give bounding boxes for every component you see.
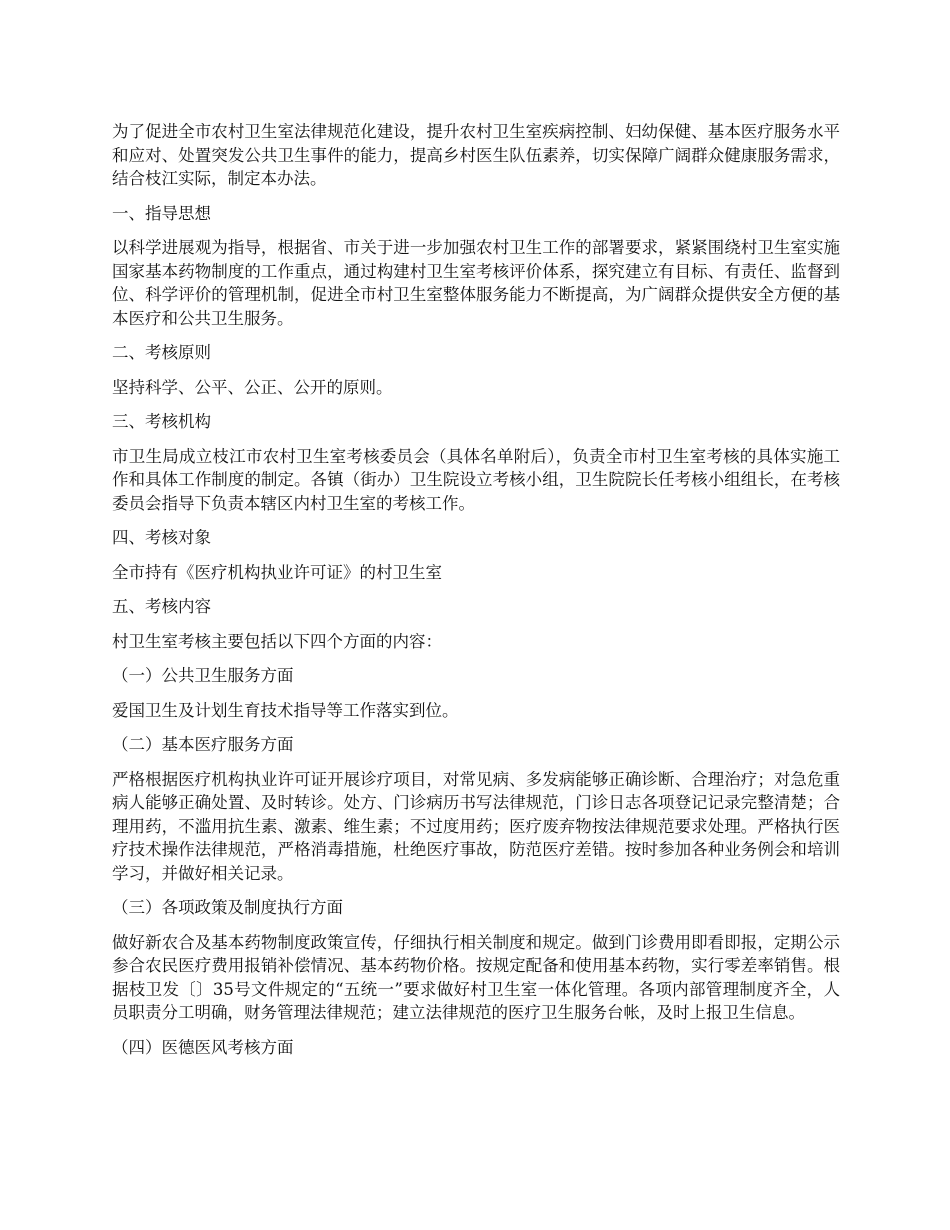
assessment-target-paragraph: 全市持有《医疗机构执业许可证》的村卫生室: [112, 562, 442, 582]
public-health-paragraph: 爱国卫生及计划生育技术指导等工作落实到位。: [112, 700, 459, 720]
assessment-principles-paragraph: 坚持科学、公平、公正、公开的原则。: [112, 377, 393, 397]
section-heading-assessment-content: 五、考核内容: [112, 597, 211, 616]
subsection-heading-basic-medical: （二）基本医疗服务方面: [112, 735, 294, 754]
assessment-body-paragraph: 市卫生局成立枝江市农村卫生室考核委员会（具体名单附后），负责全市村卫生室考核的具体实施工作和具体工作制度的制定。各镇（街办）卫生院设立考核小组，卫生院院长任考核小组组长，在考核委员会指导下负责本辖区内村卫生室的考核工作。: [112, 446, 840, 513]
section-heading-guiding-ideology: 一、指导思想: [112, 203, 211, 223]
intro-paragraph: 为了促进全市农村卫生室法律规范化建设，提升农村卫生室疾病控制、妇幼保健、基本医疗服务水平和应对、处置突发公共卫生事件的能力，提高乡村医生队伍素养，切实保障广阔群众健康服务需求，结合枝江实际，制定本办法。: [112, 122, 840, 188]
section-heading-assessment-body: 三、考核机构: [112, 412, 211, 431]
document-page: [112, 120, 840, 1070]
guiding-ideology-paragraph: 以科学进展观为指导，根据省、市关于进一步加强农村卫生工作的部署要求，紧紧围绕村卫生室实施国家基本药物制度的工作重点，通过构建村卫生室考核评价体系，探究建立有目标、有责任、监督到位、科学评价的管理机制，促进全市村卫生室整体服务能力不断提高，为广阔群众提供安全方便的基本医疗和公共卫生服务。: [112, 238, 840, 328]
section-heading-assessment-principles: 二、考核原则: [112, 343, 211, 362]
basic-medical-paragraph: 严格根据医疗机构执业许可证开展诊疗项目，对常见病、多发病能够正确诊断、合理治疗；对急危重病人能够正确处置、及时转诊。处方、门诊病历书写法律规范，门诊日志各项登记记录完整清楚；合理用药，不滥用抗生素、激素、维生素；不过度用药；医疗废弃物按法律规范要求处理。严格执行医疗技术操作法律规范，严格消毒措施，杜绝医疗事故，防范医疗差错。按时参加各种业务例会和培训学习，并做好相关记录。: [112, 769, 840, 883]
subsection-heading-policy-execution: （三）各项政策及制度执行方面: [112, 898, 343, 917]
policy-execution-paragraph: 做好新农合及基本药物制度政策宣传，仔细执行相关制度和规定。做到门诊费用即看即报，定期公示参合农民医疗费用报销补偿情况、基本药物价格。按规定配备和使用基本药物，实行零差率销售。根据枝卫发〔〕35号文件规定的“五统一”要求做好村卫生室一体化管理。各项内部管理制度齐全，人员职责分工明确，财务管理法律规范；建立法律规范的医疗卫生服务台帐，及时上报卫生信息。: [112, 932, 840, 1022]
subsection-heading-medical-ethics: （四）医德医风考核方面: [112, 1037, 294, 1057]
section-heading-assessment-target: 四、考核对象: [112, 528, 211, 547]
subsection-heading-public-health: （一）公共卫生服务方面: [112, 666, 294, 685]
assessment-content-intro-paragraph: 村卫生室考核主要包括以下四个方面的内容：: [112, 631, 442, 651]
